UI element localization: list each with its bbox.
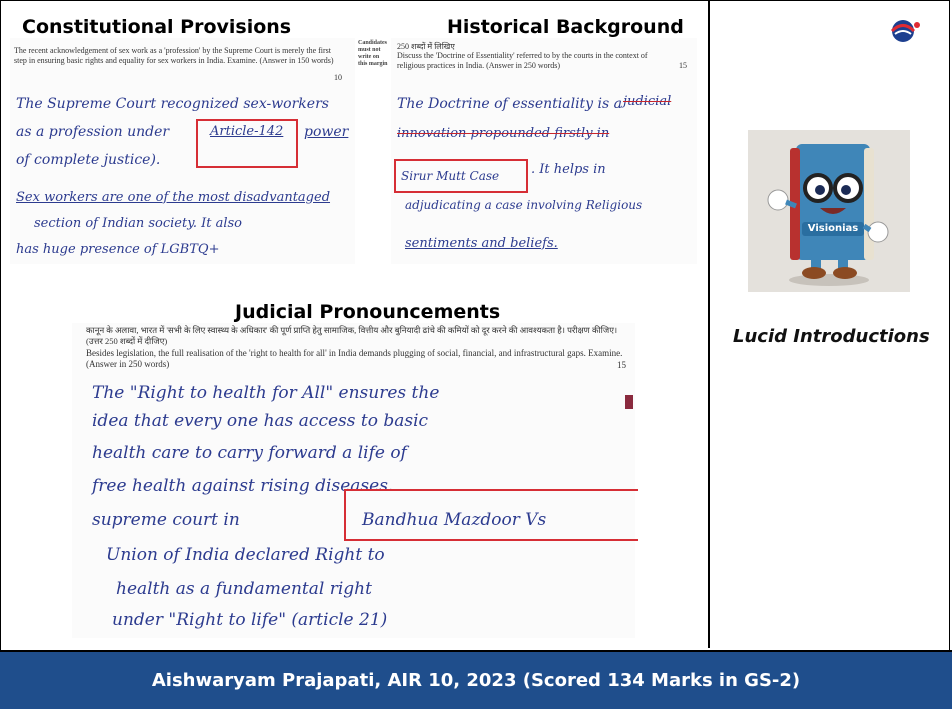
answer-line: idea that every one has access to basic <box>92 411 429 431</box>
logo-icon <box>886 16 926 46</box>
answer-line: The Supreme Court recognized sex-workers <box>16 96 329 112</box>
answer-scan-judicial <box>72 323 635 638</box>
heading-historical: Historical Background <box>447 16 684 38</box>
question-marks: 15 <box>617 360 626 370</box>
answer-line: free health against rising diseases. <box>92 476 394 496</box>
heading-judicial: Judicial Pronouncements <box>235 301 501 323</box>
heading-constitutional: Constitutional Provisions <box>22 16 292 38</box>
answer-line: . It helps in <box>531 162 606 177</box>
question-text: Besides legislation, the full realisation of the 'right to health for all' in India demands plugging of social, financial, and infrastructural gaps. Examine. (Answer in 250 words) <box>86 348 623 369</box>
question-text: The recent acknowledgement of sex work as a 'profession' by the Supreme Court is merely the first step in ensuring basic rights and equality for sex workers in India. Examine. (Answer in 150 words) <box>14 46 334 65</box>
question-text: Discuss the 'Doctrine of Essentiality' referred to by the courts in the context of religious practices in India. (Answer in 250 words) <box>397 51 648 70</box>
answer-line: power <box>304 124 349 140</box>
sidebar-caption: Lucid Introductions <box>733 326 930 347</box>
answer-line: under "Right to life" (article 21) <box>112 610 388 630</box>
highlight-box <box>196 119 298 168</box>
footer-banner <box>0 650 952 709</box>
answer-line: as a profession under <box>16 124 170 140</box>
answer-line: The "Right to health for All" ensures the <box>92 383 440 403</box>
answer-line: judicial <box>623 94 672 109</box>
footer-text: Aishwaryam Prajapati, AIR 10, 2023 (Scored 134 Marks in GS-2) <box>151 670 801 691</box>
answer-line: supreme court in <box>92 510 240 530</box>
answer-line: sentiments and beliefs. <box>405 236 558 251</box>
answer-line: Sex workers are one of the most disadvantaged <box>16 190 331 205</box>
answer-line-highlight: Sirur Mutt Case <box>401 169 500 183</box>
answer-scan-historical <box>391 38 697 264</box>
highlight-box <box>394 159 528 193</box>
answer-line-highlight: Article-142 <box>210 124 284 139</box>
question-hindi: 250 शब्दों में लिखिए <box>397 42 455 51</box>
page-mark <box>625 395 633 409</box>
answer-scan-constitutional <box>10 38 355 264</box>
answer-line: The Doctrine of essentiality is a <box>397 96 622 112</box>
answer-line: adjudicating a case involving Religious <box>405 198 643 212</box>
answer-line: has huge presence of LGBTQ+ <box>16 242 220 257</box>
answer-line: of complete justice). <box>16 152 161 168</box>
answer-line: Union of India declared Right to <box>106 545 385 565</box>
question-marks: 10 <box>334 73 342 82</box>
answer-line: innovation propounded firstly in <box>397 126 610 141</box>
margin-note: Candidates must not write on this margin <box>358 40 388 67</box>
answer-line: health as a fundamental right <box>116 579 372 599</box>
question-marks: 15 <box>679 61 687 70</box>
answer-line: section of Indian society. It also <box>34 216 243 231</box>
book-label: Visionias <box>807 223 859 234</box>
highlight-box <box>344 489 638 541</box>
column-divider <box>708 0 710 648</box>
answer-line: health care to carry forward a life of <box>92 443 407 463</box>
answer-line-highlight: Bandhua Mazdoor Vs <box>362 510 547 530</box>
question-hindi: कानून के अलावा, भारत में 'सभी के लिए स्वास्थ्य के अधिकार' की पूर्ण प्राप्ति हेतु सामाजिक, वित्तीय और बुनियादी ढांचे की कमियों को दूर करने की आवश्यकता है। परीक्षण कीजिए। (उत्तर 250 शब्दों में दीजिए) <box>86 325 618 346</box>
mascot-book-image <box>748 130 910 292</box>
